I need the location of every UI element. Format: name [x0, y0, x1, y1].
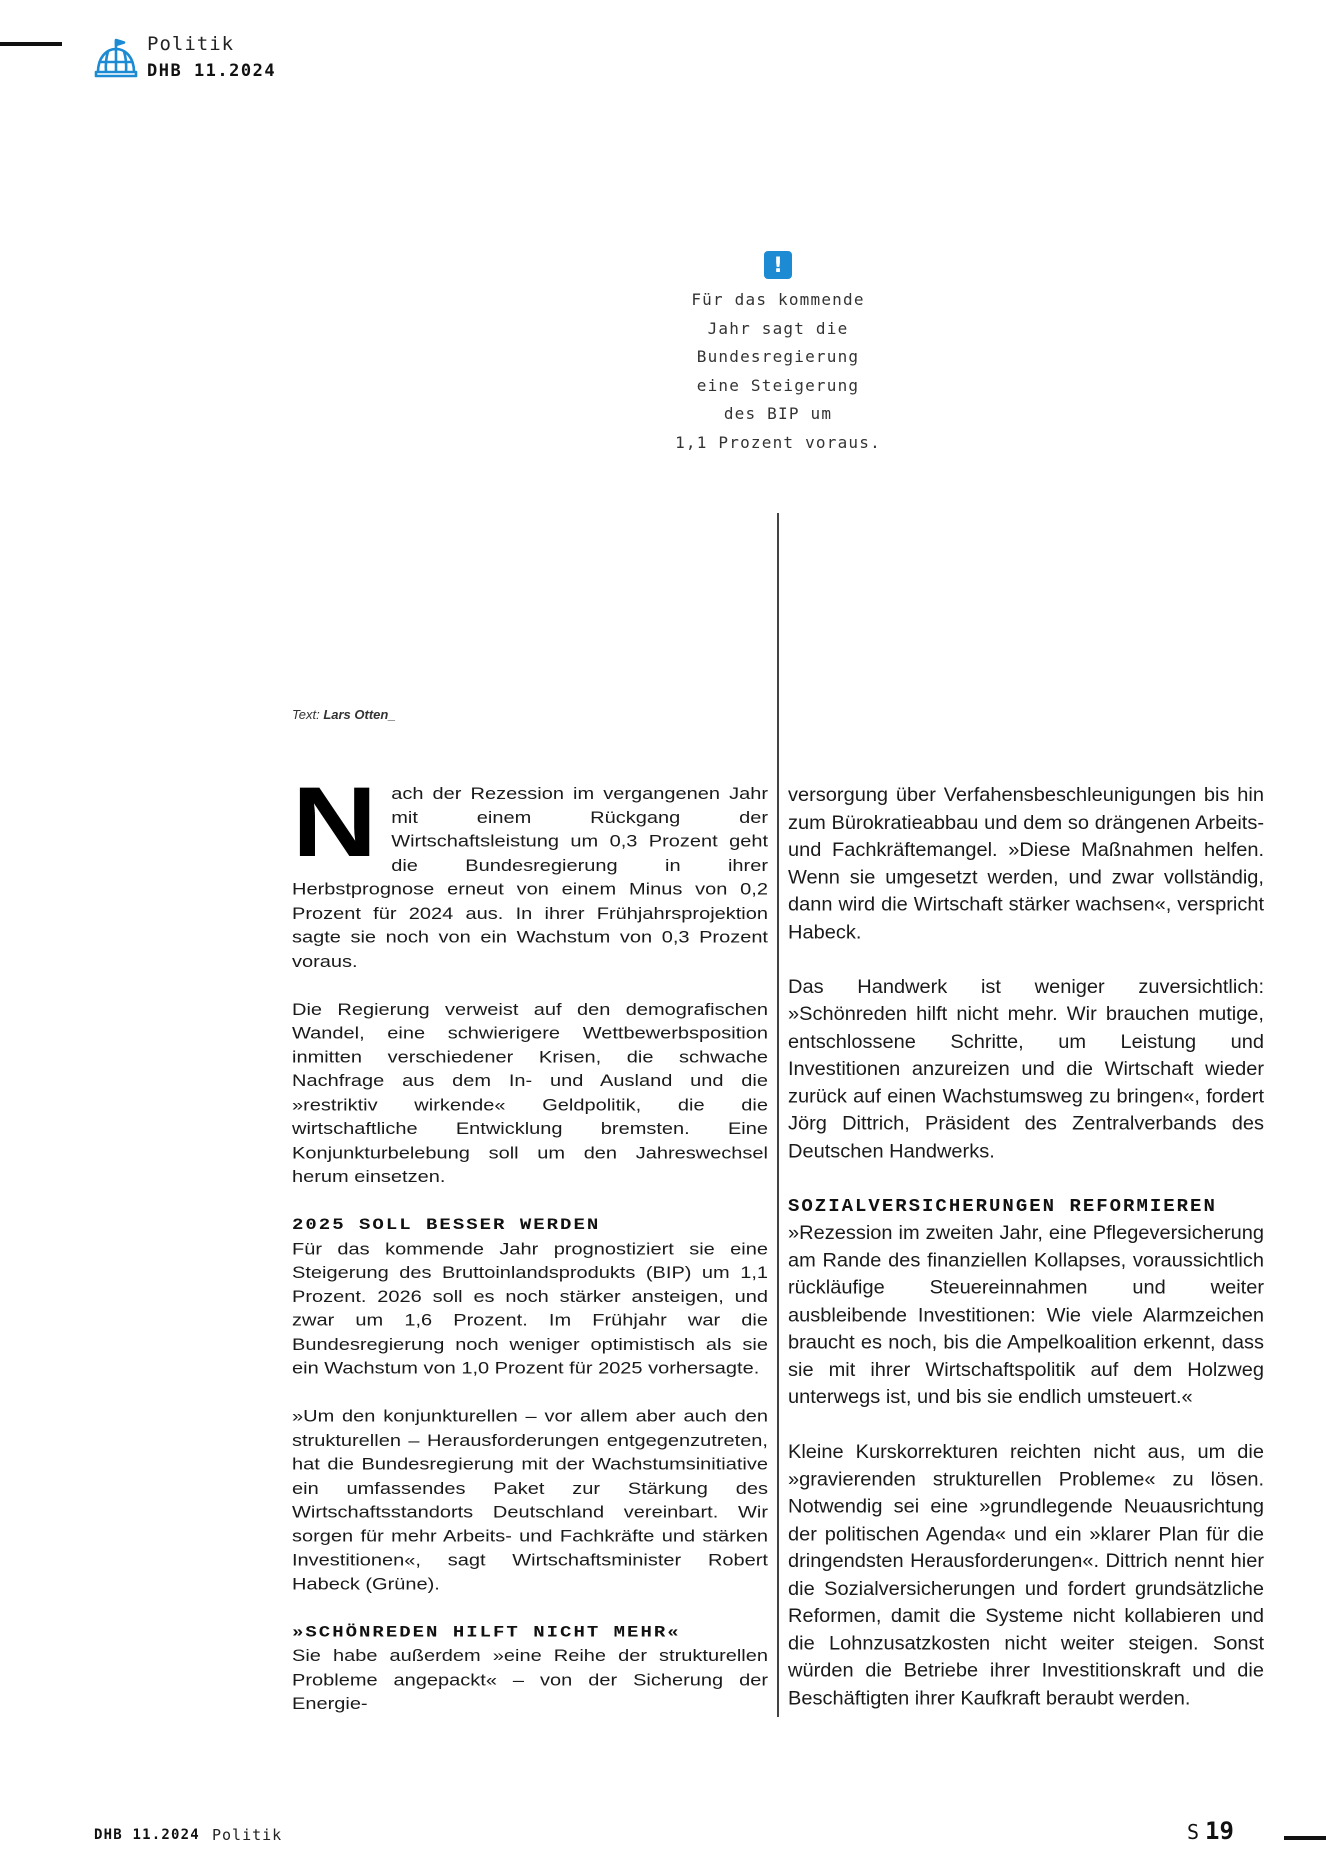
article-paragraph: Die Regierung verweist auf den demografischen Wandel, eine schwierigere Wettbewerbsposition inmitten verschiedener Krisen, die schwache Nachfrage aus dem In- und Ausland und die »restriktiv wirkende« Geldpolitik, die die wirtschaftliche Entwicklung bremsten. Eine Konjunkturbelebung soll um den Jahreswechsel herum einsetzen. — [292, 1000, 768, 1187]
exclamation-icon: ! — [764, 251, 792, 279]
callout-line: des BIP um — [723, 404, 833, 424]
article-paragraph: Sie habe außerdem »eine Reihe der strukturellen Probleme angepackt« – von der Sicherung der Energie- — [292, 1646, 768, 1714]
callout-line: 1,1 Prozent voraus. — [675, 432, 881, 452]
byline-label: Text: — [292, 707, 320, 722]
page-number-value: 19 — [1205, 1817, 1234, 1845]
header-issue: DHB 11.2024 — [147, 61, 277, 81]
header-section: Politik — [147, 33, 235, 55]
byline — [292, 707, 396, 722]
article-column-right — [788, 782, 1264, 1740]
callout-text — [640, 286, 916, 458]
byline-author: Lars Otten_ — [323, 707, 396, 722]
section-heading: SOZIALVERSICHERUNGEN REFORMIEREN — [788, 1195, 1217, 1217]
article-paragraph: Kleine Kurskorrekturen reichten nicht aus, um die »gravierenden strukturellen Probleme« zu lösen. Notwendig sei eine »grundlegende Neuausrichtung der politischen Agenda« und ein »klarer Plan für die dringendsten Herausforderungen«. Dittrich nennt hier die Sozialversicherungen und fordert grundsätzliche Reformen, damit die Systeme nicht kollabieren und die Lohnzusatzkosten nicht weiter steigen. Sonst würden die Betriebe ihrer Investitionskraft und die Beschäftigten ihrer Kaufkraft beraubt werden. — [788, 1441, 1264, 1709]
article-paragraph: versorgung über Verfahensbeschleunigungen bis hin zum Bürokratieabbau und dem so drängenen Arbeits- und Fachkräftemangel. »Diese Maßnahmen helfen. Wenn sie umgesetzt werden, und zwar vollständig, dann wird die Wirtschaft stärker wachsen«, verspricht Habeck. — [788, 784, 1264, 943]
callout-line: eine Steigerung — [696, 375, 860, 395]
dome-icon — [94, 36, 138, 80]
article-paragraph: Für das kommende Jahr prognostiziert sie eine Steigerung des Bruttoinlandsprodukts (BIP) um 1,1 Prozent. 2026 soll es noch stärker ansteigen, und zwar um 1,6 Prozent. Im Frühjahr war die Bundesregierung noch weniger optimistisch als sie ein Wachstum von 1,0 Prozent für 2025 vorhersagte. — [292, 1239, 768, 1378]
paragraph-text: ach der Rezession im vergangenen Jahr mit einem Rückgang der Wirtschaftsleistung um 0,3 Prozent geht die Bundesregierung in ihrer Herbstprognose erneut von einem Minus von 0,2 Prozent für 2024 aus. In ihrer Frühjahrsprojektion sagte sie noch von ein Wachstum von 0,3 Prozent voraus. — [292, 784, 768, 971]
callout-line: Für das kommende — [691, 290, 865, 309]
article-paragraph — [292, 766, 768, 974]
drop-cap: N — [292, 766, 378, 878]
footer-rule — [1284, 1836, 1326, 1840]
article-column-left — [292, 766, 768, 1740]
column-divider — [777, 513, 779, 1717]
callout-line: Jahr sagt die — [707, 318, 849, 338]
article-paragraph: »Rezession im zweiten Jahr, eine Pflegeversicherung am Rande des finanziellen Kollapses, voraussichtlich rückläufige Steuereinnahmen und weiter ausbleibende Investitionen: Wie viele Alarmzeichen braucht es noch, bis die Ampelkoalition erkennt, dass sie mit ihrer Wirtschaftspolitik auf dem Holzweg unterwegs ist, und bis sie endlich umsteuert.« — [788, 1222, 1264, 1408]
page-prefix: S — [1187, 1820, 1200, 1844]
section-heading: 2025 SOLL BESSER WERDEN — [292, 1215, 601, 1235]
page-number — [1187, 1817, 1234, 1845]
callout-line: Bundesregierung — [696, 347, 860, 367]
footer-issue: DHB 11.2024 — [94, 1827, 200, 1843]
article-paragraph: »Um den konjunkturellen – vor allem aber auch den strukturellen – Herausforderungen entgegenzutreten, hat die Bundesregierung mit der Wachstumsinitiative ein umfassendes Paket zur Stärkung des Wirtschaftsstandorts Deutschland vereinbart. Wir sorgen für mehr Arbeits- und Fachkräfte und stärken Investitionen«, sagt Wirtschaftsminister Robert Habeck (Grüne). — [292, 1407, 768, 1594]
footer-section: Politik — [212, 1826, 283, 1844]
article-paragraph: Das Handwerk ist weniger zuversichtlich: »Schönreden hilft nicht mehr. Wir brauchen mutige, entschlossene Schritte, um Leistung und Investitionen anzureizen und die Wirtschaft wieder zurück auf einen Wachstumsweg zu bringen«, fordert Jörg Dittrich, Präsident des Zentralverbands des Deutschen Handwerks. — [788, 976, 1264, 1162]
section-heading: »SCHÖNREDEN HILFT NICHT MEHR« — [292, 1622, 681, 1642]
header-rule — [0, 42, 62, 46]
